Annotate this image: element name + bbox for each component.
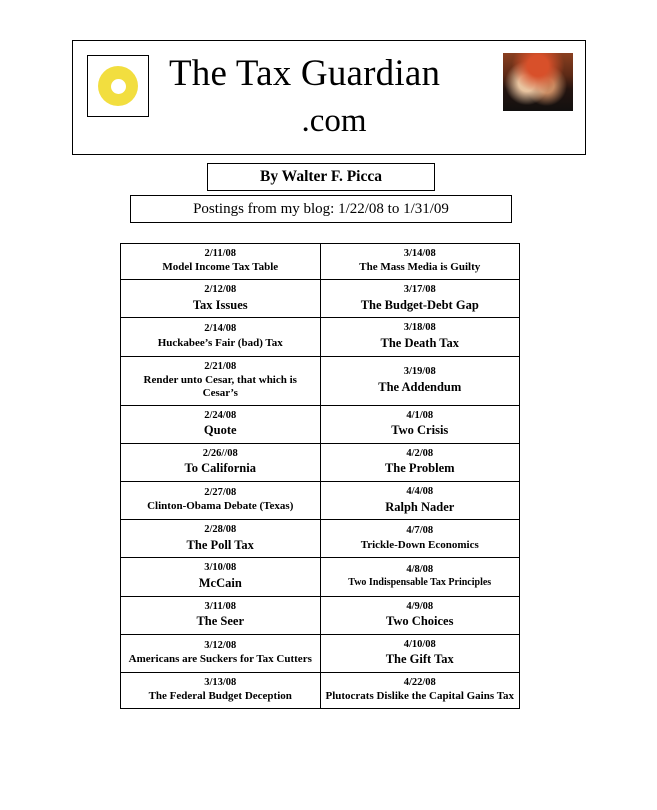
posting-cell[interactable] <box>121 444 321 482</box>
posting-cell[interactable] <box>320 244 520 280</box>
author-portrait <box>503 53 573 111</box>
posting-title: McCain <box>198 575 242 590</box>
posting-date: 3/10/08 <box>204 562 237 574</box>
posting-cell[interactable] <box>320 318 520 356</box>
table-row <box>121 520 520 558</box>
table-row <box>121 596 520 634</box>
posting-title: The Federal Budget Deception <box>148 690 292 703</box>
posting-date: 4/7/08 <box>406 525 434 537</box>
posting-date: 3/18/08 <box>403 322 436 334</box>
posting-cell[interactable] <box>121 280 321 318</box>
posting-title: Two Choices <box>386 613 454 628</box>
posting-cell[interactable] <box>121 405 321 443</box>
posting-date: 3/12/08 <box>204 639 237 651</box>
posting-cell[interactable] <box>121 318 321 356</box>
posting-date: 4/8/08 <box>406 563 434 575</box>
table-row <box>121 634 520 672</box>
posting-cell[interactable] <box>121 558 321 596</box>
posting-date: 3/13/08 <box>204 676 237 688</box>
posting-title: The Problem <box>384 461 455 476</box>
posting-title: Render unto Cesar, that which is Cesar’s <box>143 373 297 399</box>
posting-cell[interactable] <box>121 520 321 558</box>
table-row <box>121 444 520 482</box>
posting-cell[interactable] <box>121 596 321 634</box>
posting-cell[interactable] <box>320 672 520 708</box>
posting-cell[interactable] <box>320 482 520 520</box>
posting-title: The Budget-Debt Gap <box>360 297 479 312</box>
posting-title: Ralph Nader <box>385 499 455 514</box>
posting-title: Model Income Tax Table <box>162 261 279 274</box>
posting-cell[interactable] <box>121 634 321 672</box>
posting-title: Clinton-Obama Debate (Texas) <box>147 500 294 513</box>
posting-date: 4/10/08 <box>403 638 436 650</box>
posting-title: The Seer <box>196 613 245 628</box>
posting-cell[interactable] <box>320 558 520 596</box>
posting-title: Plutocrats Dislike the Capital Gains Tax <box>325 690 515 703</box>
posting-title: Quote <box>203 423 237 438</box>
posting-date: 3/11/08 <box>204 600 236 612</box>
posting-date: 2/27/08 <box>204 487 237 499</box>
posting-date: 2/21/08 <box>204 360 237 372</box>
posting-cell[interactable] <box>320 634 520 672</box>
logo-hole <box>111 79 126 94</box>
posting-date: 2/26//08 <box>202 448 238 460</box>
posting-title: Tax Issues <box>192 297 248 312</box>
posting-title: The Death Tax <box>380 335 459 350</box>
posting-title: The Poll Tax <box>186 537 254 552</box>
table-row <box>121 558 520 596</box>
table-row <box>121 405 520 443</box>
table-row <box>121 318 520 356</box>
table-row <box>121 244 520 280</box>
posting-cell[interactable] <box>121 244 321 280</box>
posting-title: Trickle-Down Economics <box>360 538 479 551</box>
masthead <box>72 40 586 155</box>
posting-title: To California <box>184 461 256 476</box>
posting-date: 2/11/08 <box>204 248 236 259</box>
posting-date: 4/4/08 <box>406 486 434 498</box>
posting-date: 3/19/08 <box>403 366 436 378</box>
masthead-domain: .com <box>301 103 367 139</box>
byline: By Walter F. Picca <box>207 163 435 191</box>
posting-cell[interactable] <box>320 280 520 318</box>
posting-date: 4/2/08 <box>406 448 434 460</box>
posting-date: 4/1/08 <box>406 409 434 421</box>
subtitle-banner: Postings from my blog: 1/22/08 to 1/31/09 <box>130 195 512 223</box>
circle-logo-icon <box>87 55 149 117</box>
posting-cell[interactable] <box>320 520 520 558</box>
posting-date: 4/22/08 <box>403 676 436 688</box>
posting-title: The Gift Tax <box>385 652 454 667</box>
posting-date: 2/12/08 <box>204 284 237 296</box>
posting-cell[interactable] <box>320 356 520 405</box>
posting-cell[interactable] <box>121 482 321 520</box>
posting-date: 2/24/08 <box>204 409 237 421</box>
posting-title: Two Crisis <box>391 423 449 438</box>
posting-cell[interactable] <box>320 596 520 634</box>
posting-date: 4/9/08 <box>406 600 434 612</box>
posting-title: Huckabee’s Fair (bad) Tax <box>157 336 283 349</box>
posting-cell[interactable] <box>320 444 520 482</box>
posting-date: 3/14/08 <box>403 248 436 259</box>
posting-title: The Addendum <box>378 379 462 394</box>
posting-title: Americans are Suckers for Tax Cutters <box>128 652 312 665</box>
table-row <box>121 482 520 520</box>
posting-cell[interactable] <box>121 356 321 405</box>
posting-date: 2/28/08 <box>204 524 237 536</box>
posting-cell[interactable] <box>320 405 520 443</box>
logo-ring <box>98 66 138 106</box>
posting-title: The Mass Media is Guilty <box>359 261 481 274</box>
page-title: The Tax Guardian <box>169 53 441 94</box>
posting-date: 2/14/08 <box>204 323 237 335</box>
table-row <box>121 672 520 708</box>
posting-title: Two Indispensable Tax Principles <box>348 577 492 589</box>
postings-table-body <box>121 244 520 709</box>
table-row <box>121 356 520 405</box>
posting-cell[interactable] <box>121 672 321 708</box>
table-row <box>121 280 520 318</box>
posting-date: 3/17/08 <box>403 284 436 296</box>
postings-table <box>120 243 520 709</box>
